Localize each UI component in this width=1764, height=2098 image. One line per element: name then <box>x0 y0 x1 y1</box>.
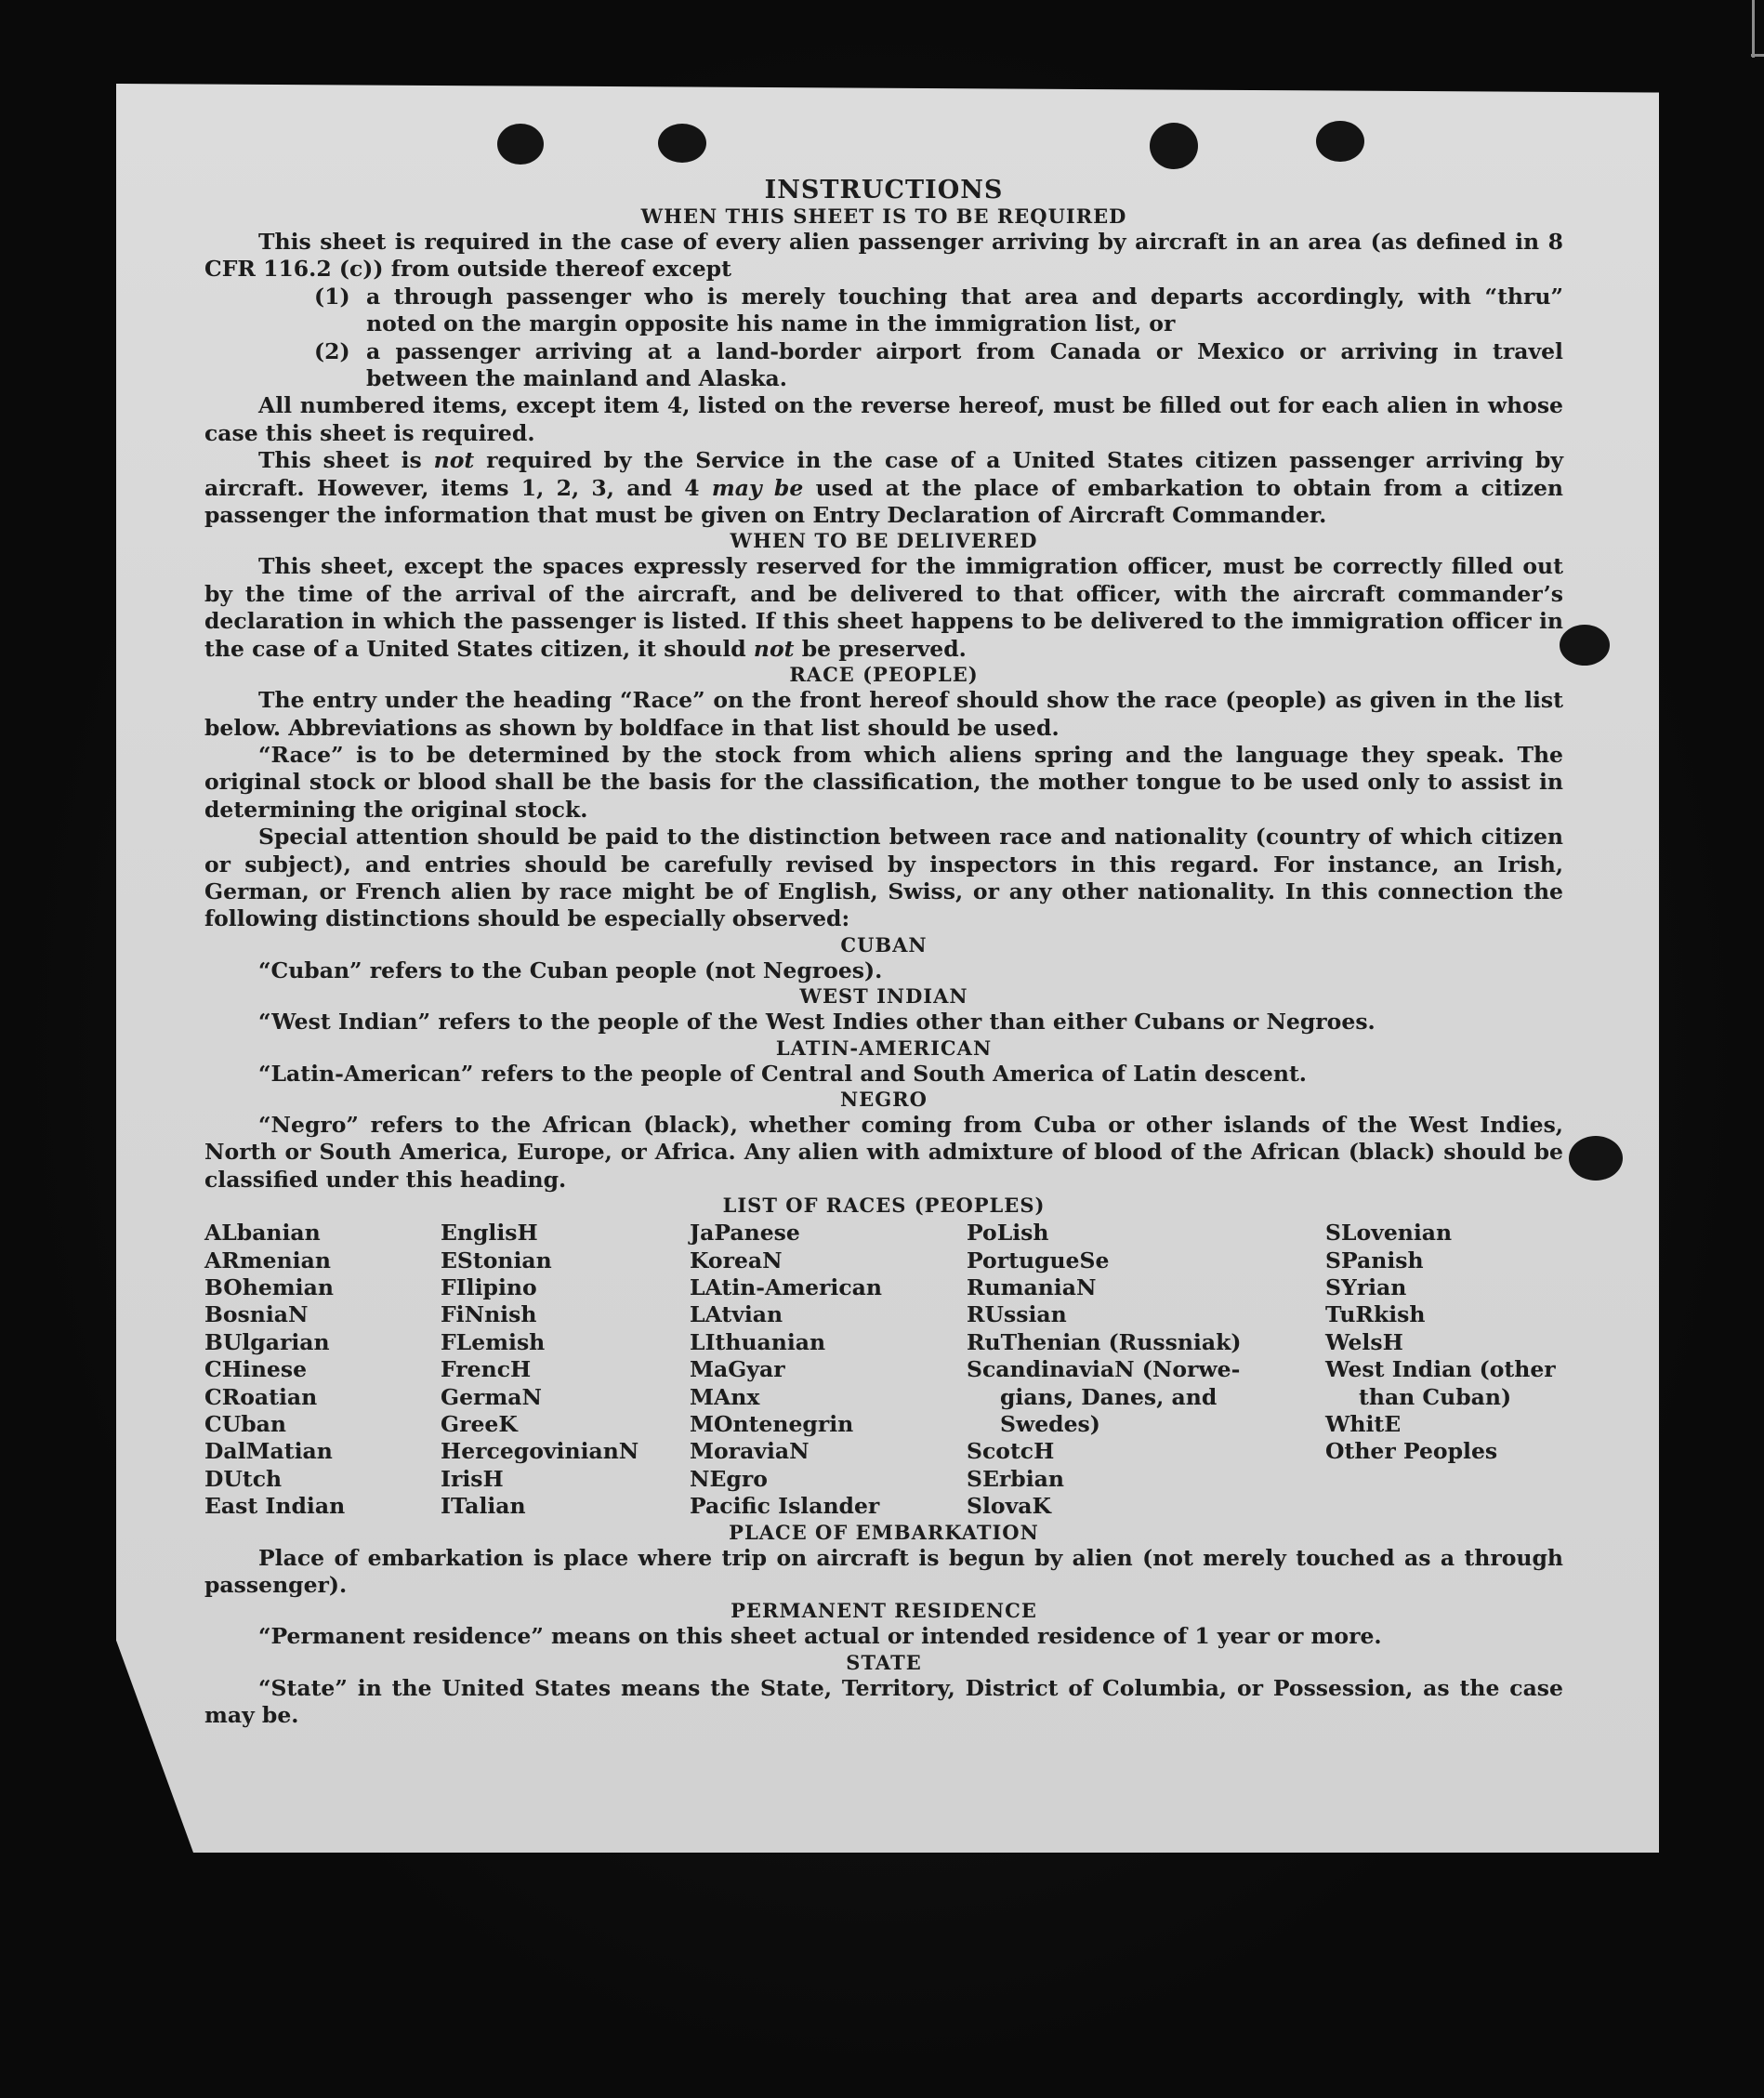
exception-text: a through passenger who is merely touching that area and departs accordingly, with “thru” noted on the margin opposite his name in the immigration list, or <box>366 283 1563 337</box>
race-paragraph: “Race” is to be determined by the stock from which aliens spring and the language they speak. The original stock or blood shall be the basis for the classification, the mother tongue to be used only to assist in determining the original stock. <box>204 741 1563 823</box>
race-entry: CHinese <box>204 1356 308 1383</box>
heading-latin-american: LATIN-AMERICAN <box>775 1036 993 1060</box>
heading-state: STATE <box>846 1650 922 1674</box>
race-entry: DalMatian <box>204 1438 333 1465</box>
race-paragraph: The entry under the heading “Race” on the front hereof should show the race (people) as given in the list below. Abbreviations as shown by boldface in that list should be used. <box>204 687 1563 741</box>
race-entry: BOhemian <box>204 1274 334 1300</box>
race-entry: RUssian <box>967 1301 1067 1328</box>
instructions-text <box>204 177 1563 1730</box>
race-entry: SYrian <box>1325 1274 1407 1300</box>
state-definition: “State” in the United States means the State, Territory, District of Columbia, or Possession, as the case may be. <box>204 1674 1563 1729</box>
citizen-emphasis-not: not <box>433 447 475 474</box>
races-column <box>204 1220 441 1520</box>
latin-american-definition: “Latin-American” refers to the people of Central and South America of Latin descent. <box>258 1060 1307 1087</box>
races-column <box>690 1220 967 1520</box>
race-entry: NEgro <box>690 1465 768 1492</box>
delivered-emphasis-not: not <box>753 635 795 662</box>
race-entry: GreeK <box>441 1411 518 1438</box>
when-required-intro: This sheet is required in the case of every alien passenger arriving by aircraft in an area (as defined in 8 CFR 116.2 (c)) from outside thereof except <box>204 229 1563 283</box>
negro-definition: “Negro” refers to the African (black), whether coming from Cuba or other islands of the West Indies, North or South America, Europe, or Africa. Any alien with admixture of blood of the African (black) should be classified under this heading. <box>204 1111 1563 1193</box>
heading-cuban: CUBAN <box>840 932 928 957</box>
race-entry: LIthuanian <box>690 1328 826 1355</box>
heading-race: RACE (PEOPLE) <box>789 663 979 687</box>
race-entry: ScotcH <box>967 1438 1055 1465</box>
race-entry: MOntenegrin <box>690 1411 854 1438</box>
embarkation-definition: Place of embarkation is place where trip on aircraft is begun by alien (not merely touched as a through passenger). <box>204 1544 1563 1599</box>
delivered-paragraph <box>204 553 1563 663</box>
race-entry: CRoatian <box>204 1383 318 1410</box>
scan-frame-mark <box>1752 0 1755 58</box>
race-entry: DUtch <box>204 1465 283 1492</box>
delivered-text: be preserved. <box>794 635 967 662</box>
race-entry: RumaniaN <box>967 1274 1097 1300</box>
race-entry: MaGyar <box>690 1356 785 1383</box>
race-entry: LAtvian <box>690 1301 783 1328</box>
race-entry: Swedes) <box>1000 1411 1100 1438</box>
race-entry: EnglisH <box>441 1220 538 1247</box>
race-entry: SPanish <box>1325 1247 1424 1273</box>
race-entry: ARmenian <box>204 1247 331 1273</box>
page-title: INSTRUCTIONS <box>764 176 1004 205</box>
race-entry: CUban <box>204 1411 286 1438</box>
race-entry: ScandinaviaN (Norwe- <box>967 1356 1241 1383</box>
residence-definition: “Permanent residence” means on this sheet actual or intended residence of 1 year or more. <box>258 1623 1382 1650</box>
race-entry: BosniaN <box>204 1301 309 1328</box>
race-entry: KoreaN <box>690 1247 783 1273</box>
citizen-text: used at the place of embarkation to obtain from a citizen passenger the information that must be given on Entry Declaration of Aircraft Commander. <box>204 474 1564 529</box>
delivered-text: This sheet, except the spaces expressly reserved for the immigration officer, must be correctly filled out by the time of the arrival of the aircraft, and be delivered to that officer, with the aircraft commander’s declaration in which the passenger is listed. If this sheet happens to be delivered to the immigration officer in the case of a United States citizen, it should <box>204 553 1563 662</box>
exception-number: (1) <box>314 283 350 310</box>
exception-item <box>314 338 1563 393</box>
races-list <box>204 1220 1563 1520</box>
race-entry: LAtin-American <box>690 1274 882 1300</box>
punch-hole <box>1569 1136 1623 1181</box>
heading-place-of-embarkation: PLACE OF EMBARKATION <box>729 1520 1039 1544</box>
race-entry: TuRkish <box>1325 1301 1426 1328</box>
race-entry: West Indian (other <box>1325 1356 1556 1383</box>
race-entry: MAnx <box>690 1383 760 1410</box>
races-column <box>967 1220 1325 1520</box>
citizen-paragraph <box>204 447 1563 529</box>
scan-frame-mark <box>1751 54 1764 57</box>
punch-hole <box>1150 123 1198 169</box>
race-entry: ITalian <box>441 1493 526 1520</box>
races-column <box>1325 1220 1563 1520</box>
punch-hole <box>1316 121 1364 162</box>
race-entry: JaPanese <box>690 1220 800 1247</box>
exception-number: (2) <box>314 337 350 364</box>
race-entry: PoLish <box>967 1220 1049 1247</box>
numbered-items-paragraph: All numbered items, except item 4, listed on the reverse hereof, must be filled out for each alien in whose case this sheet is required. <box>204 392 1563 446</box>
cuban-definition: “Cuban” refers to the Cuban people (not Negroes). <box>258 957 883 983</box>
race-entry: PortugueSe <box>967 1247 1110 1273</box>
race-entry: IrisH <box>441 1465 504 1492</box>
race-entry: WelsH <box>1325 1328 1403 1355</box>
exception-item <box>314 284 1563 338</box>
race-entry: than Cuban) <box>1359 1383 1512 1410</box>
citizen-emphasis-may-be: may be <box>711 474 804 501</box>
race-entry: gians, Danes, and <box>1000 1383 1218 1410</box>
race-entry: East Indian <box>204 1493 346 1520</box>
race-entry: EStonian <box>441 1247 552 1273</box>
heading-permanent-residence: PERMANENT RESIDENCE <box>731 1599 1037 1623</box>
race-entry: MoraviaN <box>690 1438 810 1465</box>
heading-when-required: WHEN THIS SHEET IS TO BE REQUIRED <box>640 205 1127 228</box>
races-column <box>441 1220 690 1520</box>
race-paragraph: Special attention should be paid to the distinction between race and nationality (country of which citizen or subject), and entries should be carefully revised by inspectors in this regard. For instance, an Irish, German, or French alien by race might be of English, Swiss, or any other nationality. In this connection the following distinctions should be especially observed: <box>204 824 1563 932</box>
race-entry: RuThenian (Russniak) <box>967 1328 1242 1355</box>
race-entry: Pacific Islander <box>690 1493 880 1520</box>
heading-west-indian: WEST INDIAN <box>799 984 968 1009</box>
punch-hole <box>497 124 544 165</box>
race-entry: FiNnish <box>441 1301 537 1328</box>
race-entry: FLemish <box>441 1328 546 1355</box>
punch-hole <box>1560 625 1610 666</box>
citizen-text: required by the Service in the case of a United States citizen passenger arriving by aircraft. However, items 1, 2, 3, and 4 <box>204 447 1563 501</box>
race-entry: WhitE <box>1325 1411 1402 1438</box>
race-entry: GermaN <box>441 1383 542 1410</box>
race-entry: Other Peoples <box>1325 1438 1498 1465</box>
heading-list-of-races: LIST OF RACES (PEOPLES) <box>722 1194 1046 1218</box>
race-entry: SLovenian <box>1325 1220 1453 1247</box>
exception-text: a passenger arriving at a land-border airport from Canada or Mexico or arriving in travel between the mainland and Alaska. <box>366 337 1563 392</box>
heading-when-delivered: WHEN TO BE DELIVERED <box>730 529 1038 553</box>
race-entry: SErbian <box>967 1465 1064 1492</box>
race-entry: BUlgarian <box>204 1328 330 1355</box>
race-entry: ALbanian <box>204 1220 321 1247</box>
heading-negro: NEGRO <box>840 1087 928 1111</box>
punch-hole <box>658 124 706 163</box>
race-entry: FrencH <box>441 1356 532 1383</box>
west-indian-definition: “West Indian” refers to the people of the West Indies other than either Cubans or Negroes. <box>258 1009 1376 1036</box>
race-entry: HercegovinianN <box>441 1438 639 1465</box>
race-entry: SlovaK <box>967 1493 1051 1520</box>
race-entry: FIlipino <box>441 1274 537 1300</box>
citizen-text: This sheet is <box>258 447 434 474</box>
